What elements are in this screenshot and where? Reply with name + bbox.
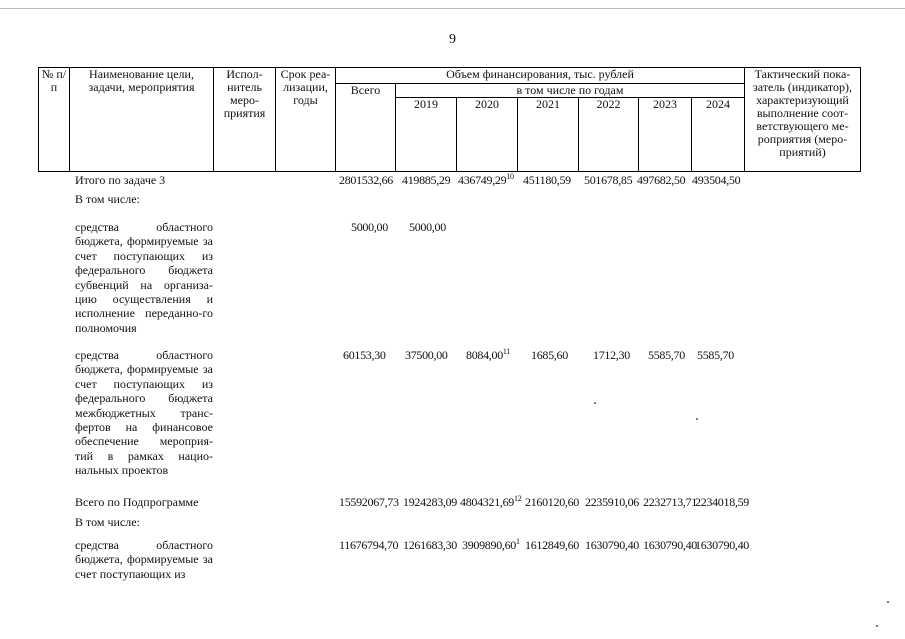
- cell-2023: 2232713,71: [643, 495, 698, 509]
- page-number: 9: [449, 32, 456, 47]
- header-year: 2020: [457, 98, 518, 172]
- header-year: 2021: [518, 98, 579, 172]
- cell-2021: 1685,60: [531, 348, 568, 362]
- cell-2019: 1261683,30: [403, 538, 458, 552]
- cell-2023: 5585,70: [648, 348, 685, 362]
- header-year: 2024: [692, 98, 745, 172]
- footnote-marker: 1: [516, 537, 520, 546]
- header-total: Всего: [336, 84, 396, 172]
- scan-speck: [876, 625, 878, 627]
- row-label: средства областного бюджета, формируемые за счет поступающих из федерального бюджета межбюджетных транс-фертов на финансовое обеспечение мероприя-тий в рамках нацио-нальных проектов: [75, 348, 213, 478]
- row-label: Всего по Подпрограмме: [75, 495, 199, 509]
- cell-2024: 2234018,59: [695, 495, 750, 509]
- cell-2020: 4804321,69$^{12}$: [460, 494, 522, 509]
- header-term: Срок реа-лизации, годы: [276, 68, 336, 172]
- row-label: средства областного бюджета, формируемые за счет поступающих из: [75, 538, 213, 581]
- cell-2023: 1630790,40: [643, 538, 698, 552]
- cell-2022: 1630790,40: [585, 538, 640, 552]
- cell-2019: 5000,00: [409, 220, 446, 234]
- footnote-marker: 11: [502, 347, 511, 356]
- cell-2022: 501678,85: [584, 173, 633, 187]
- header-indicator: Тактический пока-затель (индикатор), характеризующий выполнение соот-ветствующего ме-роприятия (меро-приятий): [745, 68, 861, 172]
- cell-2024: 493504,50: [692, 173, 741, 187]
- header-name: Наименование цели, задачи, мероприятия: [70, 68, 214, 172]
- cell-2024: 1630790,40: [695, 538, 750, 552]
- cell-2020: 436749,29$^{10}$: [458, 172, 514, 187]
- scan-speck: [696, 418, 698, 420]
- header-executor: Испол-нитель меро-приятия: [214, 68, 276, 172]
- cell-2019: 1924283,09: [403, 495, 458, 509]
- row-label: В том числе:: [75, 515, 140, 529]
- scan-speck: [594, 402, 596, 404]
- cell-2021: 1612849,60: [525, 538, 580, 552]
- header-number: № п/п: [39, 68, 70, 172]
- header-year: 2022: [579, 98, 639, 172]
- funding-table-header: [38, 67, 861, 172]
- cell-2022: 1712,30: [593, 348, 630, 362]
- cell-2022: 2235910,06: [585, 495, 640, 509]
- cell-2024: 5585,70: [697, 348, 734, 362]
- cell-2020: 3909890,60$^1$: [462, 537, 520, 552]
- cell-total: 15592067,73: [339, 495, 399, 509]
- cell-2021: 451180,59: [523, 173, 571, 187]
- header-year: 2023: [639, 98, 692, 172]
- row-label: В том числе:: [75, 192, 140, 206]
- header-by-years: в том числе по годам: [396, 84, 745, 98]
- header-year: 2019: [396, 98, 457, 172]
- cell-2020: 8084,00$^{11}$: [466, 347, 511, 362]
- cell-2023: 497682,50: [637, 173, 686, 187]
- row-label: Итого по задаче 3: [75, 173, 166, 187]
- cell-total: 5000,00: [351, 220, 388, 234]
- footnote-marker: 12: [514, 494, 522, 503]
- cell-2021: 2160120,60: [525, 495, 580, 509]
- page-top-border: [0, 8, 905, 9]
- cell-total: 11676794,70: [339, 538, 399, 552]
- footnote-marker: 10: [506, 172, 514, 181]
- cell-2019: 37500,00: [405, 348, 448, 362]
- cell-total: 60153,30: [343, 348, 386, 362]
- scan-speck: [887, 601, 889, 603]
- cell-total: 2801532,66: [339, 173, 394, 187]
- row-label: средства областного бюджета, формируемые за счет поступающих из федерального бюджета субвенций на организа-цию осуществления и исполнение переданно-го полномочия: [75, 220, 213, 335]
- cell-2019: 419885,29: [402, 173, 451, 187]
- header-funding: Объем финансирования, тыс. рублей: [336, 68, 745, 84]
